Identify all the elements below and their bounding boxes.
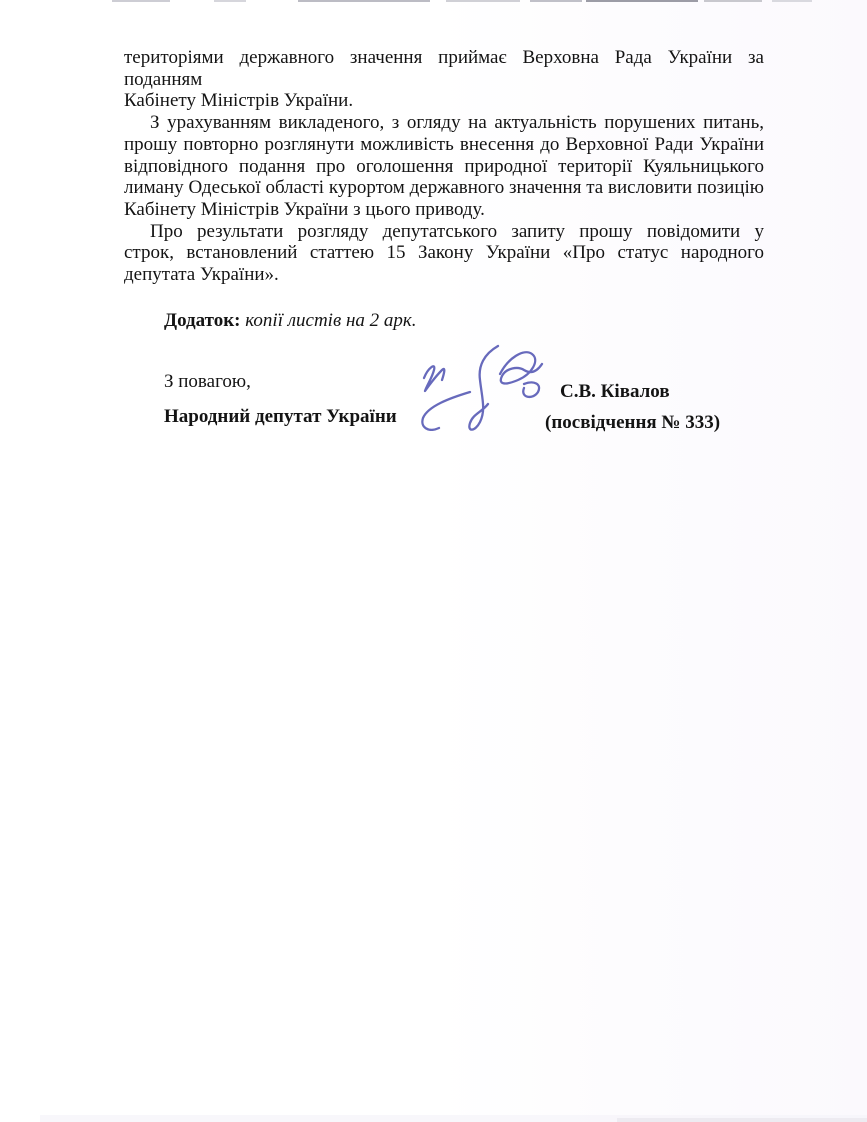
scan-dash	[586, 0, 698, 2]
document-line: З урахуванням викладеного, з огляду на актуальність порушених питань,	[150, 112, 764, 134]
scan-dash	[298, 0, 430, 2]
signature-stroke	[422, 392, 470, 430]
signature-scribble	[412, 340, 560, 440]
attachment-text: копії листів на 2 арк.	[245, 309, 417, 331]
scan-dash	[772, 0, 812, 2]
document-line: прошу повторно розглянути можливість внесення до Верховної Ради України	[124, 133, 764, 155]
scan-dash	[112, 0, 170, 2]
scan-artifact-bottom-edge	[617, 1118, 867, 1122]
signer-title: Народний депутат України	[164, 406, 397, 428]
document-line: територіями державного значення приймає Верховна Рада України за поданням	[124, 47, 764, 90]
scan-dash	[214, 0, 246, 2]
scan-dash	[704, 0, 762, 2]
document-line: строк, встановлений статтею 15 Закону України «Про статус народного	[124, 242, 764, 264]
attachment-line	[164, 310, 764, 332]
salutation: З повагою,	[164, 371, 251, 393]
credential: (посвідчення № 333)	[545, 412, 721, 433]
scan-dash	[446, 0, 520, 2]
paragraphs	[124, 47, 764, 286]
document-line: Про результати розгляду депутатського запиту прошу повідомити у	[150, 220, 764, 242]
document-line: лиману Одеської області курортом державного значення та висловити позицію	[124, 177, 764, 199]
signature-stroke	[523, 382, 539, 397]
signature-stroke	[424, 366, 444, 391]
document-line: відповідного подання про оголошення природної території Куяльницького	[124, 155, 764, 177]
document-line: Кабінету Міністрів України.	[124, 90, 354, 112]
signature-stroke	[469, 346, 498, 430]
document-line: депутата України».	[124, 264, 279, 286]
signer-name: С.В. Ківалов	[560, 381, 670, 402]
document-line: Кабінету Міністрів України з цього приводу.	[124, 198, 485, 220]
signature-stroke	[500, 352, 542, 383]
attachment-label: Додаток:	[164, 309, 241, 331]
scan-dash	[530, 0, 582, 2]
